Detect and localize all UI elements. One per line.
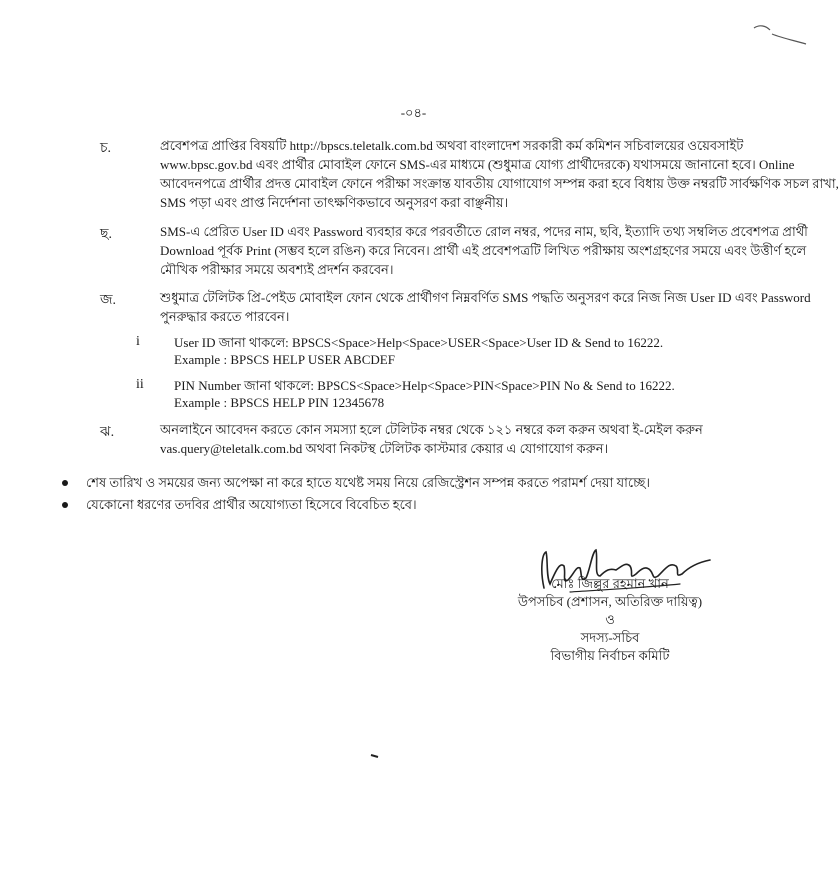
bullet-text: শেষ তারিখ ও সময়ের জন্য অপেক্ষা না করে হাতে যথেষ্ট সময় নিয়ে রেজিস্ট্রেশন সম্পন্ন করতে পরামর্শ দেয়া যাচ্ছে।: [86, 475, 651, 490]
item-line: Download পূর্বক Print (সম্ভব হলে রঙিন) করে নিবেন। প্রার্থী এই প্রবেশপত্রটি লিখিত পরীক্ষায় অংশগ্রহণের সময়ে এবং উত্তীর্ণ হলে: [160, 243, 807, 258]
sub-item-number: ii: [136, 377, 144, 392]
sub-item-line: User ID জানা থাকলে: BPSCS<Space>Help<Space>USER<Space>User ID & Send to 16222.: [174, 335, 664, 350]
item-line: মৌখিক পরীক্ষার সময়ে অবশ্যই প্রদর্শন করবেন।: [160, 262, 394, 277]
scan-mark-icon: [752, 18, 812, 48]
scan-dot-icon: [370, 752, 380, 760]
sub-item-line: Example : BPSCS HELP USER ABCDEF: [174, 352, 395, 367]
item-body: [160, 136, 839, 212]
item-line: www.bpsc.gov.bd এবং প্রার্থীর মোবাইল ফোনে SMS-এর মাধ্যমে (শুধুমাত্র যোগ্য প্রার্থীদেরকে) যথাসময়ে জানানো হবে। Online: [160, 157, 795, 172]
signatory-name: মোঃ জিল্লুর রহমান খান: [551, 576, 669, 591]
page-number: -০৪-: [400, 105, 427, 120]
signature-block: [470, 555, 750, 665]
item-label: চ.: [100, 141, 112, 156]
item-line: আবেদনপত্রে প্রার্থীর প্রদত্ত মোবাইল ফোনে পরীক্ষা সংক্রান্ত যাবতীয় যোগাযোগ সম্পন্ন করা হবে বিধায় উক্ত নম্বরটি সার্বক্ষণিক সচল রাখা,: [160, 176, 839, 191]
bullet-text: যেকোনো ধরণের তদবির প্রার্থীর অযোগ্যতা হিসেবে বিবেচিত হবে।: [86, 497, 417, 512]
signatory-committee: বিভাগীয় নির্বাচন কমিটি: [550, 648, 670, 663]
bullet-icon: [62, 480, 68, 486]
signatory-role: সদস্য-সচিব: [580, 630, 640, 645]
item-line: পুনরুদ্ধার করতে পারবেন।: [160, 309, 290, 324]
item-line: vas.query@teletalk.com.bd অথবা নিকটস্থ টেলিটক কাস্টমার কেয়ার এ যোগাযোগ করুন।: [160, 441, 609, 456]
item-line: SMS পড়া এবং প্রাপ্ত নির্দেশনা তাৎক্ষণিকভাবে অনুসরণ করা বাঞ্ছনীয়।: [160, 195, 509, 210]
signature-spacer: [470, 555, 750, 575]
item-line: শুধুমাত্র টেলিটক প্রি-পেইড মোবাইল ফোন থেকে প্রার্থীগণ নিম্নবর্ণিত SMS পদ্ধতি অনুসরণ করে নিজ নিজ User ID এবং Password: [160, 290, 811, 305]
sub-item-line: PIN Number জানা থাকলে: BPSCS<Space>Help<Space>PIN<Space>PIN No & Send to 16222.: [174, 378, 675, 393]
item-body: [160, 288, 811, 326]
sub-item-number: i: [136, 334, 140, 349]
item-body: [160, 222, 808, 279]
item-label: ছ.: [100, 227, 112, 242]
item-label: জ.: [100, 293, 117, 308]
signatory-conjunction: ও: [605, 612, 615, 627]
item-line: অনলাইনে আবেদন করতে কোন সমস্যা হলে টেলিটক নম্বর থেকে ১২১ নম্বরে কল করুন অথবা ই-মেইল করুন: [160, 422, 703, 437]
item-line: প্রবেশপত্র প্রাপ্তির বিষয়টি http://bpscs.teletalk.com.bd অথবা বাংলাদেশ সরকারী কর্ম কমিশন সচিবালয়ের ওয়েবসাইট: [160, 138, 744, 153]
sub-item-text: [174, 377, 675, 411]
sub-item-text: [174, 334, 663, 368]
item-label: ঝ.: [100, 425, 115, 440]
item-line: SMS-এ প্রেরিত User ID এবং Password ব্যবহার করে পরবর্তীতে রোল নম্বর, পদের নাম, ছবি, ইত্যাদি তথ্য সম্বলিত প্রবেশপত্র প্রার্থী: [160, 224, 808, 239]
bullet-icon: [62, 502, 68, 508]
sub-item-line: Example : BPSCS HELP PIN 12345678: [174, 395, 385, 410]
signatory-designation: উপসচিব (প্রশাসন, অতিরিক্ত দায়িত্ব): [517, 594, 703, 609]
item-body: [160, 420, 765, 458]
